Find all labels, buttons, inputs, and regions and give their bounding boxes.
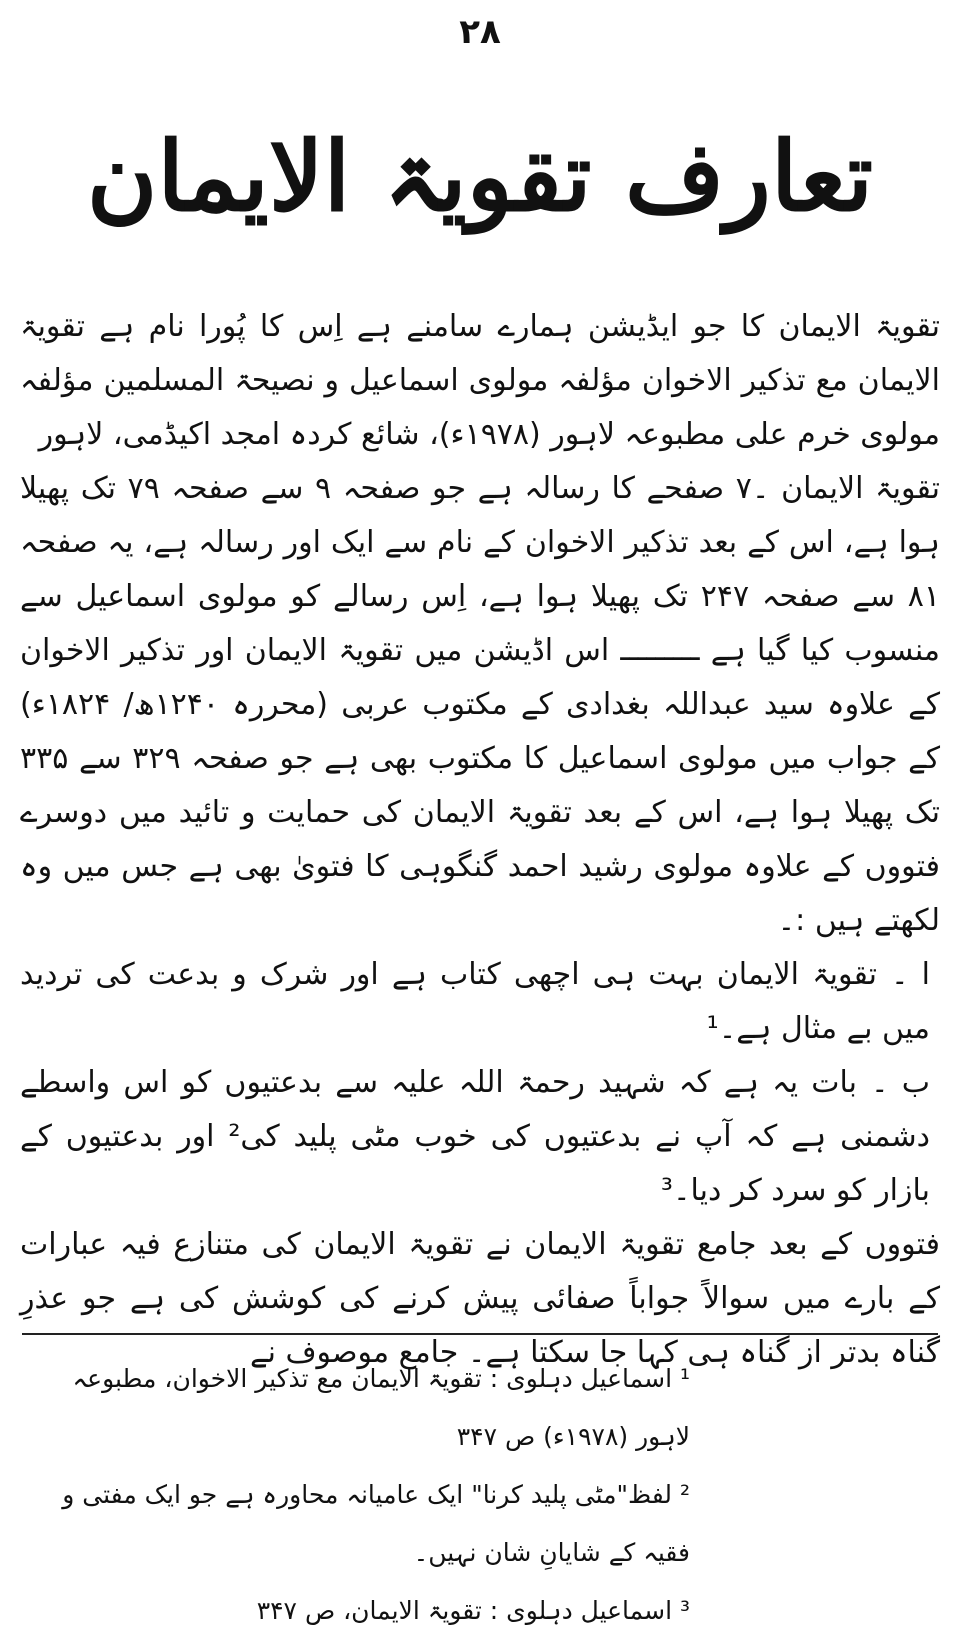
footnote: ¹ اسماعیل دہلوی : تقویۃ الایمان مع تذکیر الاخوان، مطبوعہ لاہور (۱۹۷۸ء) ص ۳۴۷: [72, 1364, 690, 1451]
list-marker: ب ۔: [871, 1065, 931, 1100]
footnote-divider: [22, 1333, 938, 1335]
body-text: [20, 300, 940, 1380]
list-item: [20, 1056, 940, 1218]
footnote: ³ اسماعیل دہلوی : تقویۃ الایمان، ص ۳۴۷: [256, 1596, 690, 1625]
paragraph: تقویۃ الایمان کا جو ایڈیشن ہمارے سامنے ہے اِس کا پُورا نام ہے تقویۃ الایمان مع تذکیر الاخوان مؤلفہ مولوی اسماعیل و نصیحۃ المسلمین مؤلفہ مولوی خرم علی مطبوعہ لاہور (۱۹۷۸ء)، شائع کردہ امجد اکیڈمی، لاہور: [20, 309, 940, 452]
page-title: تعارف تقویۃ الایمان: [86, 120, 874, 233]
footnote: ² لفظ"مٹی پلید کرنا" ایک عامیانہ محاورہ ہے جو ایک مفتی و فقیہ کے شایانِ شان نہیں۔: [62, 1480, 690, 1567]
paragraph: فتووں کے بعد جامع تقویۃ الایمان نے تقویۃ الایمان کی متنازع فیہ عبارات کے بارے میں سوالاً جواباً صفائی پیش کرنے کی کوشش کی ہے جو عذرِ گناہ بدتر از گناہ ہی کہا جا سکتا ہے۔ جامع موصوف نے: [20, 1227, 940, 1370]
list-item: [20, 948, 940, 1056]
paragraph: تقویۃ الایمان ۔۷ صفحے کا رسالہ ہے جو صفحہ ۹ سے صفحہ ۷۹ تک پھیلا ہوا ہے، اس کے بعد تذکیر الاخوان کے نام سے ایک اور رسالہ ہے، یہ صفحہ ۸۱ سے صفحہ ۲۴۷ تک پھیلا ہوا ہے، اِس رسالے کو مولوی اسماعیل سے منسوب کیا گیا ہے ـــــــــ اس اڈیشن میں تقویۃ الایمان اور تذکیر الاخوان کے علاوہ سید عبداللہ بغدادی کے مکتوب عربی (محررہ ۱۲۴۰ھ/ ۱۸۲۴ء) کے جواب میں مولوی اسماعیل کا مکتوب بھی ہے جو صفحہ ۳۲۹ سے ۳۳۵ تک پھیلا ہوا ہے، اس کے بعد تقویۃ الایمان کی حمایت و تائید میں دوسرے فتووں کے علاوہ مولوی رشید احمد گنگوہی کا فتویٰ بھی ہے جس میں وہ لکھتے ہیں :۔: [20, 471, 941, 938]
list-item-text: تقویۃ الایمان بہت ہی اچھی کتاب ہے اور شرک و بدعت کی تردید میں بے مثال ہے۔¹: [20, 957, 930, 1046]
footnotes: [20, 1350, 940, 1640]
list-marker: ا ۔: [891, 957, 931, 992]
page-number: ۲۸: [459, 12, 501, 52]
list-item-text: بات یہ ہے کہ شہید رحمۃ اللہ علیہ سے بدعتیوں کو اس واسطے دشمنی ہے کہ آپ نے بدعتیوں کی خوب مٹی پلید کی² اور بدعتیوں کے بازار کو سرد کر دیا۔³: [20, 1065, 930, 1208]
